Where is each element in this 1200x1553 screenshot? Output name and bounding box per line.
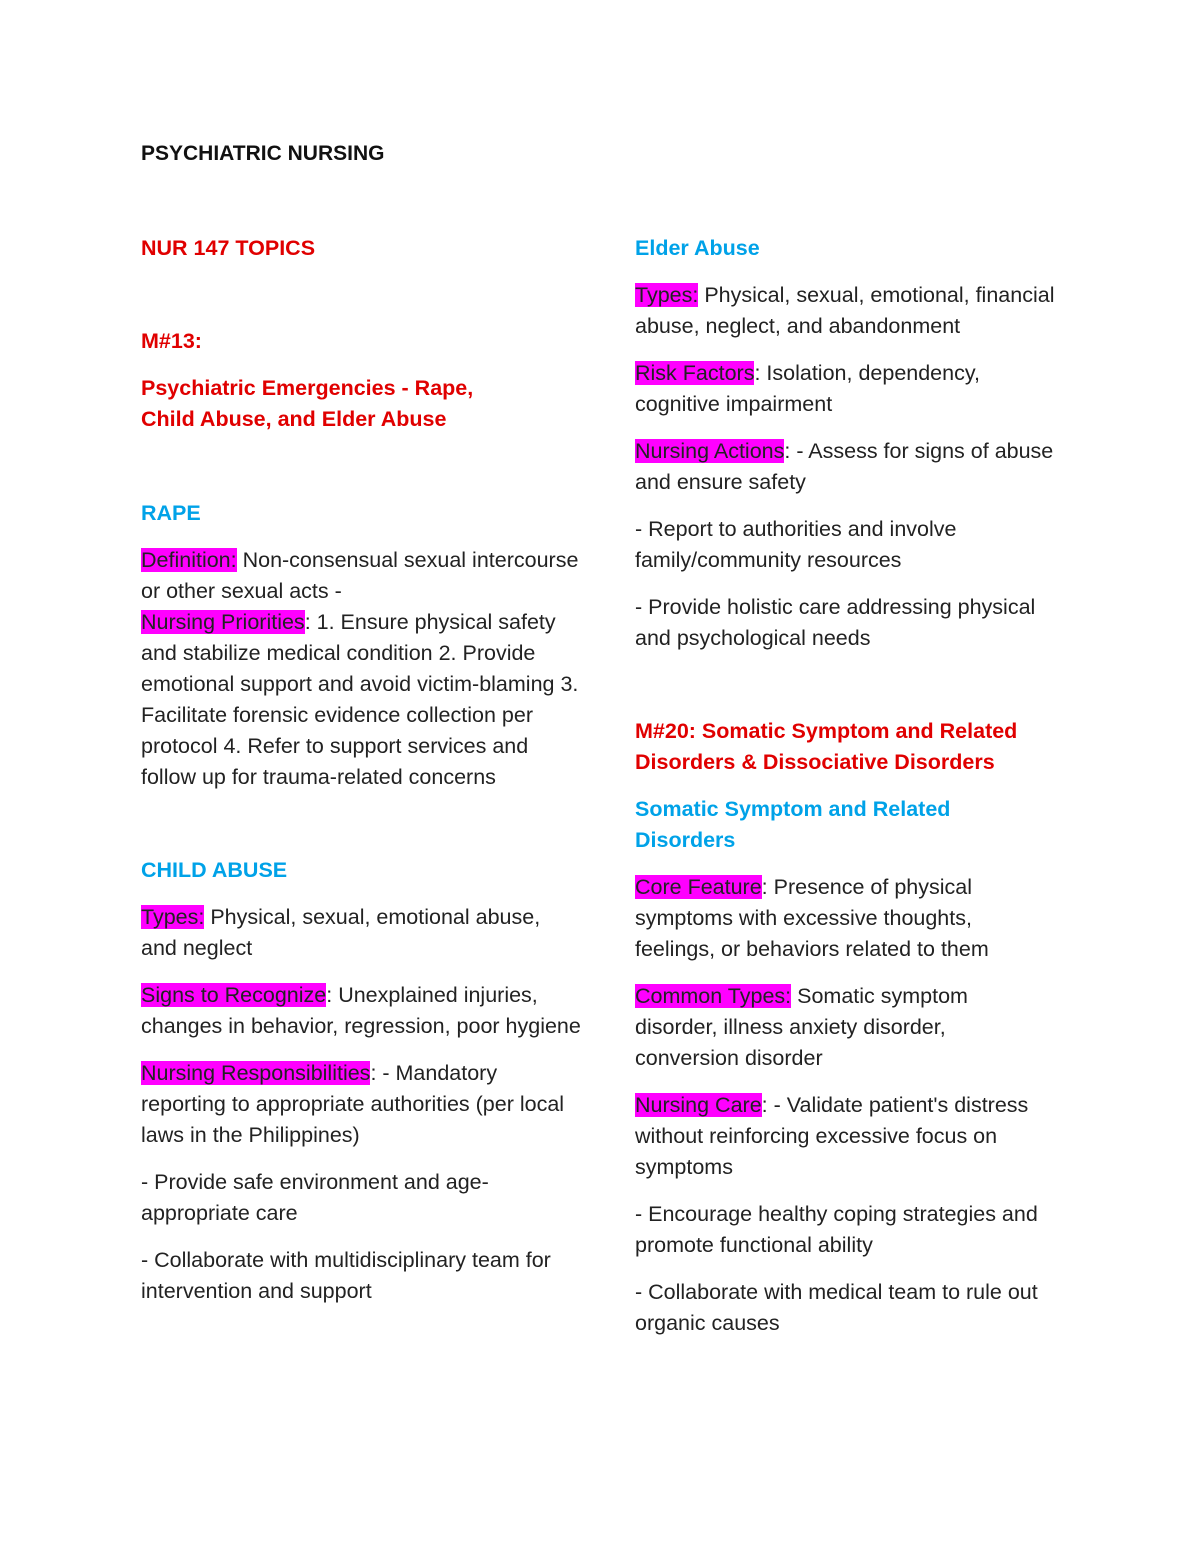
rape-definition-label: Definition:	[141, 548, 237, 572]
topics-heading: NUR 147 TOPICS	[141, 236, 316, 260]
module-13-title-line2: Child Abuse, and Elder Abuse	[141, 407, 447, 431]
child-signs-paragraph	[141, 980, 581, 1042]
elder-types-label: Types:	[635, 283, 699, 307]
elder-actions-text: : - Assess for signs of abuse and ensure safety	[635, 439, 1054, 494]
somatic-care-label: Nursing Care	[635, 1093, 762, 1117]
rape-paragraph	[141, 545, 581, 793]
somatic-core-paragraph	[635, 872, 1055, 965]
elder-risk-paragraph	[635, 358, 1055, 420]
somatic-bullet-1: - Encourage healthy coping strategies and promote functional ability	[635, 1202, 1038, 1257]
page-title: PSYCHIATRIC NURSING	[141, 142, 385, 165]
elder-actions-label: Nursing Actions	[635, 439, 785, 463]
elder-types-text: Physical, sexual, emotional, financial abuse, neglect, and abandonment	[635, 283, 1055, 338]
module-13-label: M#13:	[141, 329, 202, 353]
elder-types-paragraph	[635, 280, 1055, 342]
child-types-text: Physical, sexual, emotional abuse, and neglect	[141, 905, 541, 960]
child-types-paragraph	[141, 902, 581, 964]
elder-actions-paragraph	[635, 436, 1055, 498]
somatic-common-paragraph	[635, 981, 1055, 1074]
child-responsibilities-paragraph	[141, 1058, 581, 1151]
rape-definition-text: Non-consensual sexual intercourse or other sexual acts -	[141, 548, 579, 603]
child-responsibilities-text: : - Mandatory reporting to appropriate authorities (per local laws in the Philippines)	[141, 1061, 565, 1147]
child-signs-text: : Unexplained injuries, changes in behavior, regression, poor hygiene	[141, 983, 581, 1038]
elder-bullet-2: - Provide holistic care addressing physical and psychological needs	[635, 595, 1036, 650]
somatic-common-text: Somatic symptom disorder, illness anxiety disorder, conversion disorder	[635, 984, 968, 1070]
somatic-care-paragraph	[635, 1090, 1055, 1183]
child-responsibilities-label: Nursing Responsibilities	[141, 1061, 371, 1085]
right-column	[635, 233, 1055, 1339]
child-abuse-heading: CHILD ABUSE	[141, 858, 288, 882]
somatic-bullet-2: - Collaborate with medical team to rule out organic causes	[635, 1280, 1038, 1335]
somatic-care-text: : - Validate patient's distress without reinforcing excessive focus on symptoms	[635, 1093, 1029, 1179]
module-13-title-line1: Psychiatric Emergencies - Rape,	[141, 376, 474, 400]
elder-risk-label: Risk Factors	[635, 361, 755, 385]
left-column	[141, 233, 581, 1307]
child-signs-label: Signs to Recognize	[141, 983, 327, 1007]
module-20-title: M#20: Somatic Symptom and Related Disorders & Dissociative Disorders	[635, 719, 1018, 774]
somatic-heading: Somatic Symptom and Related Disorders	[635, 797, 951, 852]
elder-bullet-1: - Report to authorities and involve family/community resources	[635, 517, 957, 572]
elder-abuse-heading: Elder Abuse	[635, 236, 760, 260]
child-bullet-1: - Provide safe environment and age-appropriate care	[141, 1170, 489, 1225]
rape-heading: RAPE	[141, 501, 201, 525]
rape-priorities-text: : 1. Ensure physical safety and stabilize medical condition 2. Provide emotional support and avoid victim-blaming 3. Facilitate forensic evidence collection per protocol 4. Refer to support services and follow up for trauma-related concerns	[141, 610, 579, 789]
module-13-title	[141, 373, 581, 435]
child-types-label: Types:	[141, 905, 205, 929]
somatic-common-label: Common Types:	[635, 984, 792, 1008]
somatic-core-label: Core Feature	[635, 875, 762, 899]
child-bullet-2: - Collaborate with multidisciplinary team for intervention and support	[141, 1248, 551, 1303]
elder-risk-text: : Isolation, dependency, cognitive impairment	[635, 361, 980, 416]
rape-priorities-label: Nursing Priorities	[141, 610, 305, 634]
somatic-core-text: : Presence of physical symptoms with excessive thoughts, feelings, or behaviors related to them	[635, 875, 989, 961]
